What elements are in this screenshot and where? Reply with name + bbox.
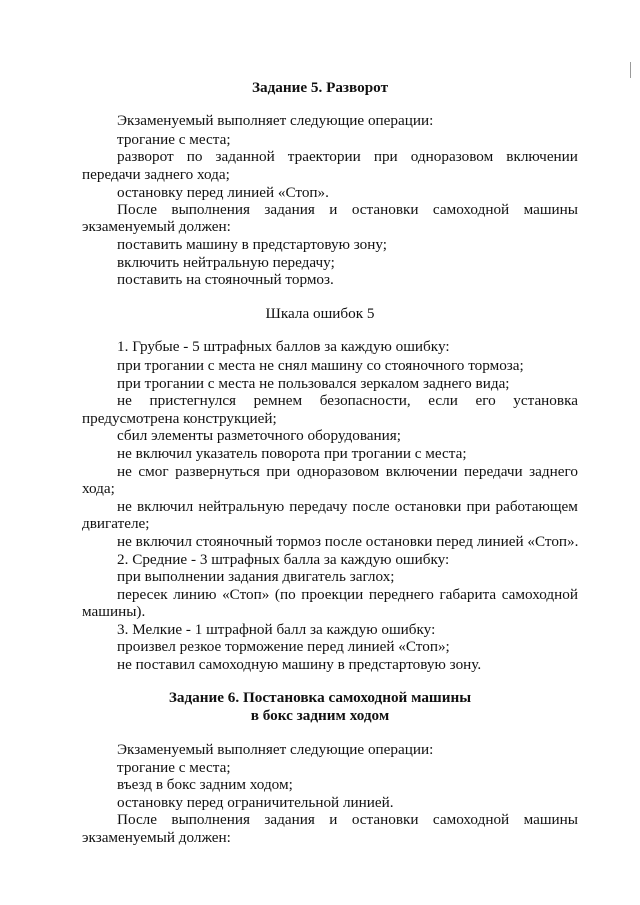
- word: и: [329, 811, 338, 828]
- word: передачу: [289, 498, 348, 515]
- scale5-gross-3: [117, 392, 578, 410]
- task5-after: [117, 201, 578, 219]
- task5-op-3: остановку перед линией «Стоп».: [117, 184, 329, 201]
- word: самоходной: [501, 586, 578, 603]
- scale5-medium-1: при выполнении задания двигатель заглох;: [117, 568, 395, 585]
- scale5-gross-5: не включил указатель поворота при трогании с места;: [117, 445, 467, 462]
- scale5-medium-2-cont: машины).: [82, 603, 146, 620]
- word: если: [428, 392, 458, 409]
- word: габарита: [439, 586, 497, 603]
- word: проекции: [301, 586, 364, 603]
- word: безопасности,: [319, 392, 411, 409]
- scale5-gross-2: при трогании с места не пользовался зеркалом заднего вида;: [117, 375, 510, 392]
- word: разворот: [117, 148, 174, 165]
- word: передачи: [463, 463, 523, 480]
- scale5-gross-7-cont: двигателе;: [82, 515, 150, 532]
- word: при: [466, 498, 491, 515]
- word: машины: [523, 811, 578, 828]
- scale5-title: Шкала ошибок 5: [265, 305, 375, 322]
- word: установка: [513, 392, 578, 409]
- word: пристегнулся: [149, 392, 237, 409]
- task6-after: [117, 811, 578, 829]
- word: После: [117, 201, 158, 218]
- task5-must-1: поставить машину в предстартовую зону;: [117, 236, 387, 253]
- word: работающем: [495, 498, 578, 515]
- word: включении: [385, 463, 458, 480]
- task5-must-3: поставить на стояночный тормоз.: [117, 271, 334, 288]
- word: по: [186, 148, 203, 165]
- scale5-gross-4: сбил элементы разметочного оборудования;: [117, 427, 401, 444]
- word: остановки: [351, 811, 419, 828]
- scale5-gross-6: [117, 463, 578, 481]
- word: после: [352, 498, 390, 515]
- scale5-medium-2: [117, 586, 578, 604]
- word: остановки: [351, 201, 419, 218]
- word: нейтральную: [198, 498, 285, 515]
- task6-op-3: остановку перед ограничительной линией.: [117, 794, 394, 811]
- task5-op-2-cont: передачи заднего хода;: [82, 166, 230, 183]
- word: при: [373, 148, 398, 165]
- word: и: [329, 201, 338, 218]
- word: задания: [264, 811, 315, 828]
- task6-op-2: въезд в бокс задним ходом;: [117, 776, 293, 793]
- word: включении: [506, 148, 578, 165]
- scale5-gross-3-cont: предусмотрена конструкцией;: [82, 410, 277, 427]
- task6-title-line2: в бокс задним ходом: [250, 707, 390, 724]
- word: включил: [136, 498, 194, 515]
- word: задания: [264, 201, 315, 218]
- word: заданной: [215, 148, 275, 165]
- word: траектории: [287, 148, 361, 165]
- task5-after-cont: экзаменуемый должен:: [82, 218, 231, 235]
- word: одноразовом: [410, 148, 494, 165]
- word: самоходной: [432, 811, 510, 828]
- word: развернуться: [175, 463, 260, 480]
- word: не: [117, 392, 132, 409]
- task5-must-2: включить нейтральную передачу;: [117, 254, 335, 271]
- task6-after-cont: экзаменуемый должен:: [82, 829, 231, 846]
- word: при: [266, 463, 291, 480]
- word: не: [117, 463, 132, 480]
- word: (по: [274, 586, 296, 603]
- word: ремнем: [253, 392, 303, 409]
- word: остановки: [394, 498, 462, 515]
- task6-intro: Экзаменуемый выполняет следующие операции:: [117, 741, 434, 758]
- scale5-gross-7: [117, 498, 578, 516]
- task6-op-1: трогание с места;: [117, 759, 231, 776]
- scale5-gross-8: не включил стояночный тормоз после остановки перед линией «Стоп».: [117, 533, 579, 550]
- word: выполнения: [171, 811, 251, 828]
- scan-edge-mark: [630, 62, 631, 78]
- scale5-gross-1: при трогании с места не снял машину со стояночного тормоза;: [117, 357, 524, 374]
- word: его: [475, 392, 496, 409]
- word: выполнения: [171, 201, 251, 218]
- word: не: [117, 498, 132, 515]
- task5-title: Задание 5. Разворот: [251, 79, 389, 96]
- task6-title-line1: Задание 6. Постановка самоходной машины: [168, 689, 472, 706]
- word: самоходной: [432, 201, 510, 218]
- word: пересек: [117, 586, 168, 603]
- task5-op-1: трогание с места;: [117, 131, 231, 148]
- scale5-minor-header: 3. Мелкие - 1 штрафной балл за каждую ошибку:: [117, 621, 436, 638]
- scale5-minor-1: произвел резкое торможение перед линией «Стоп»;: [117, 638, 450, 655]
- scale5-gross-header: 1. Грубые - 5 штрафных баллов за каждую ошибку:: [117, 338, 450, 355]
- word: линию: [173, 586, 217, 603]
- scale5-minor-2: не поставил самоходную машину в предстартовую зону.: [117, 656, 482, 673]
- word: машины: [523, 201, 578, 218]
- task5-intro: Экзаменуемый выполняет следующие операции:: [117, 112, 434, 129]
- word: смог: [138, 463, 169, 480]
- word: После: [117, 811, 158, 828]
- task5-op-2: [117, 148, 578, 166]
- word: одноразовом: [296, 463, 380, 480]
- scale5-gross-6-cont: хода;: [82, 480, 115, 497]
- word: переднего: [368, 586, 434, 603]
- word: «Стоп»: [222, 586, 270, 603]
- scale5-medium-header: 2. Средние - 3 штрафных балла за каждую ошибку:: [117, 551, 450, 568]
- word: заднего: [529, 463, 578, 480]
